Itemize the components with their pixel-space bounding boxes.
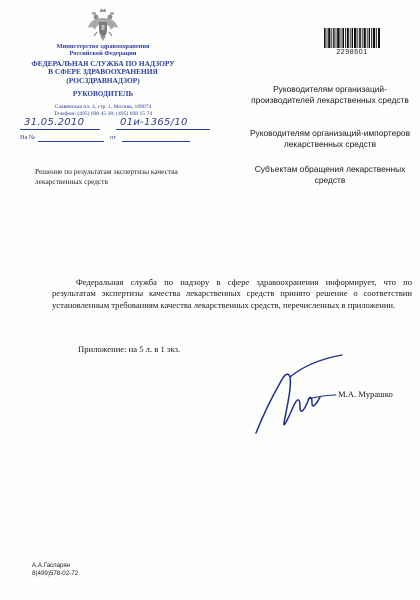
ref-from-label: от [110,134,116,141]
addressee-manufacturers: Руководителям организаций-производителей лекарственных средств [251,84,409,105]
executor-info [32,562,78,577]
coat-of-arms-icon [87,8,119,42]
date-underline [20,129,100,130]
addressee-circulation-subjects: Субъектам обращения лекарственных средств [254,164,406,185]
head-title: РУКОВОДИТЕЛЬ [72,89,134,98]
executor-name: А.А.Гаспарян [32,562,71,569]
letter-body: Федеральная служба по надзору в сфере здравоохранения информирует, что по результатам экспертизы качества лекарственных средств принято решение о соответствии установленным требованиям качества лекарственных средств, перечисленных в приложении. [52,277,412,310]
letterhead [18,8,188,118]
address-line-1: Славянская пл. 4, стр. 1, Москва, 109074 [54,103,152,110]
barcode-icon [324,28,380,48]
agency-name [18,60,188,86]
handwritten-signature-icon [250,353,345,438]
barcode-number: 2298601 [336,49,368,56]
ref-date-underline [122,141,190,142]
agency-line-2: В СФЕРЕ ЗДРАВООХРАНЕНИЯ [48,67,158,77]
agency-line-1: ФЕДЕРАЛЬНАЯ СЛУЖБА ПО НАДЗОРУ [31,58,175,68]
ref-prefix: На № [20,134,36,141]
ministry-line-2: Российской Федерации [69,50,137,58]
handwritten-date: 31.05.2010 [24,117,85,128]
ministry-name [18,43,188,58]
executor-phone: 8(499)578-02-72 [32,569,79,577]
attachment-note: Приложение: на 5 л. в 1 экз. [78,344,181,354]
agency-address [18,104,188,118]
ministry-line-1: Министерство здравоохранения [56,43,150,50]
signer-name: М.А. Мурашко [338,389,393,399]
addressee-importers: Руководителям организаций-импортеров лекарственных средств [249,128,411,149]
number-underline [116,129,210,130]
ref-number-underline [38,141,104,142]
address-phone-line: Телефон: (495) 698 45 38; (495) 698 15 74 [53,110,153,117]
agency-line-3: (РОСЗДРАВНАДЗОР) [66,76,140,85]
barcode-block [324,28,380,56]
registration-date-number [20,117,210,131]
letter-subject: Решение по результатам экспертизы качества лекарственных средств [35,167,178,186]
handwritten-reg-number: 01и-1365/10 [120,117,188,128]
